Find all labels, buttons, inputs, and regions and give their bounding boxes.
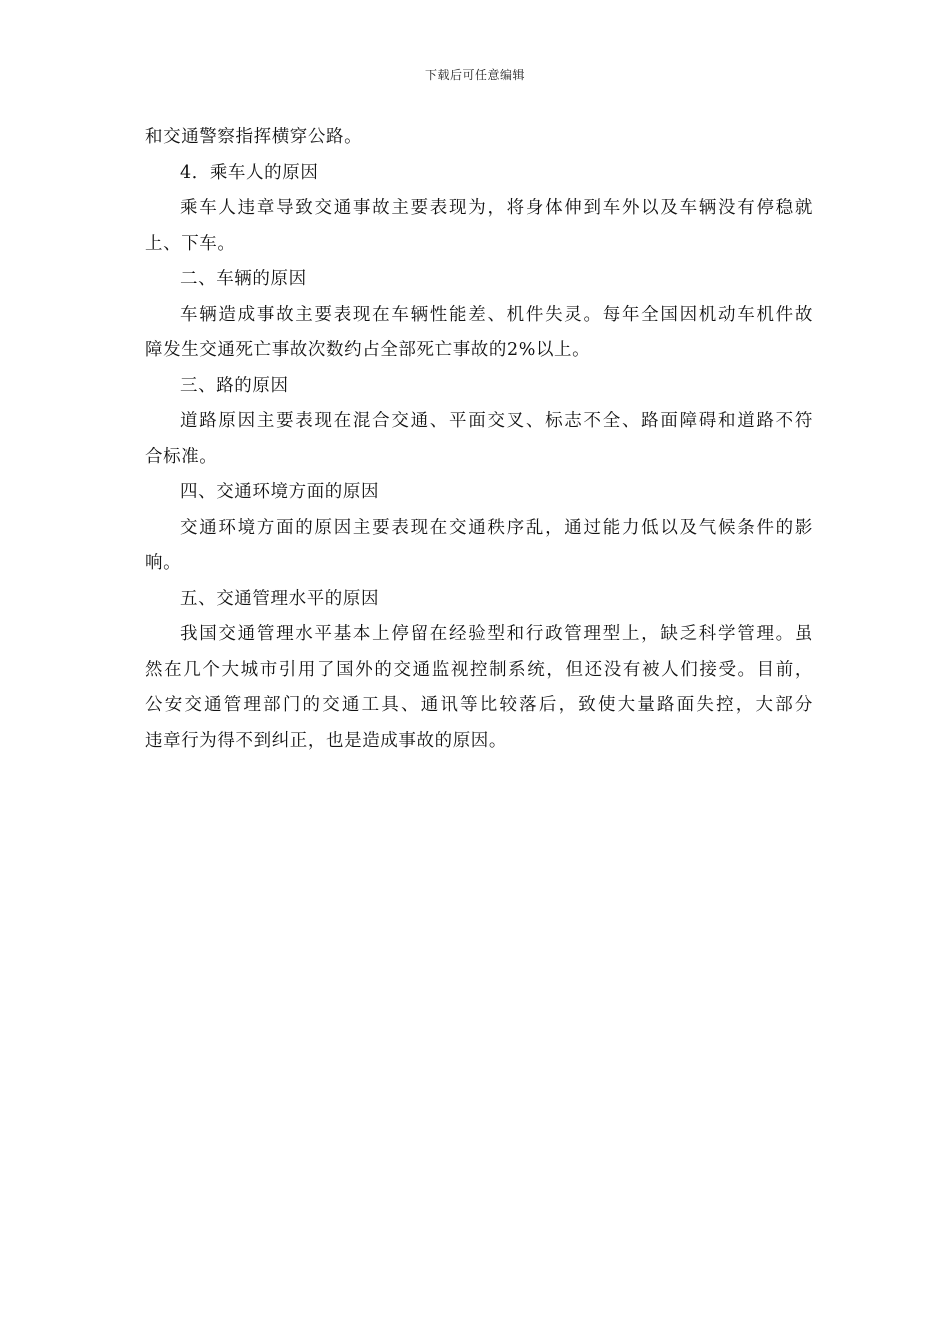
section-heading-passenger: [145, 156, 813, 192]
paragraph-environment: [145, 511, 813, 582]
paragraph-passenger: [145, 191, 813, 262]
text-line: 障发生交通死亡事故次数约占全部死亡事故的2%以上。: [145, 340, 591, 360]
paragraph-vehicle: [145, 298, 813, 369]
paragraph-management: [145, 617, 813, 759]
section-heading-management: [145, 582, 813, 618]
page-header-note: 下载后可任意编辑: [424, 68, 525, 82]
section-heading-vehicle: [145, 262, 813, 298]
paragraph-continuation: [145, 120, 813, 156]
text-line: 车辆造成事故主要表现在车辆性能差、机件失灵。每年全国因机动车机件故: [180, 304, 813, 325]
paragraph-road: [145, 404, 813, 475]
text-line: 道路原因主要表现在混合交通、平面交叉、标志不全、路面障碍和道路不符: [180, 411, 813, 431]
text-line: 交通环境方面的原因主要表现在交通秩序乱，通过能力低以及气候条件的影: [180, 517, 813, 538]
heading-text: 4．乘车人的原因: [180, 162, 319, 183]
text-line: 我国交通管理水平基本上停留在经验型和行政管理型上，缺乏科学管理。虽: [180, 624, 813, 644]
heading-text: 二、车辆的原因: [180, 269, 307, 289]
text-line: 和交通警察指挥横穿公路。: [145, 127, 363, 147]
document-body: [145, 120, 813, 759]
text-line: 违章行为得不到纠正，也是造成事故的原因。: [145, 730, 507, 751]
heading-text: 四、交通环境方面的原因: [180, 482, 380, 502]
text-line: 然在几个大城市引用了国外的交通监视控制系统，但还没有被人们接受。目前，: [145, 659, 813, 680]
heading-text: 三、路的原因: [180, 375, 289, 396]
text-line: 乘车人违章导致交通事故主要表现为，将身体伸到车外以及车辆没有停稳就: [180, 198, 813, 218]
text-line: 响。: [145, 553, 182, 573]
section-heading-road: [145, 369, 813, 405]
heading-text: 五、交通管理水平的原因: [180, 588, 380, 609]
text-line: 合标准。: [145, 446, 218, 467]
text-line: 公安交通管理部门的交通工具、通讯等比较落后，致使大量路面失控，大部分: [145, 695, 813, 715]
section-heading-environment: [145, 475, 813, 511]
text-line: 上、下车。: [145, 233, 236, 254]
